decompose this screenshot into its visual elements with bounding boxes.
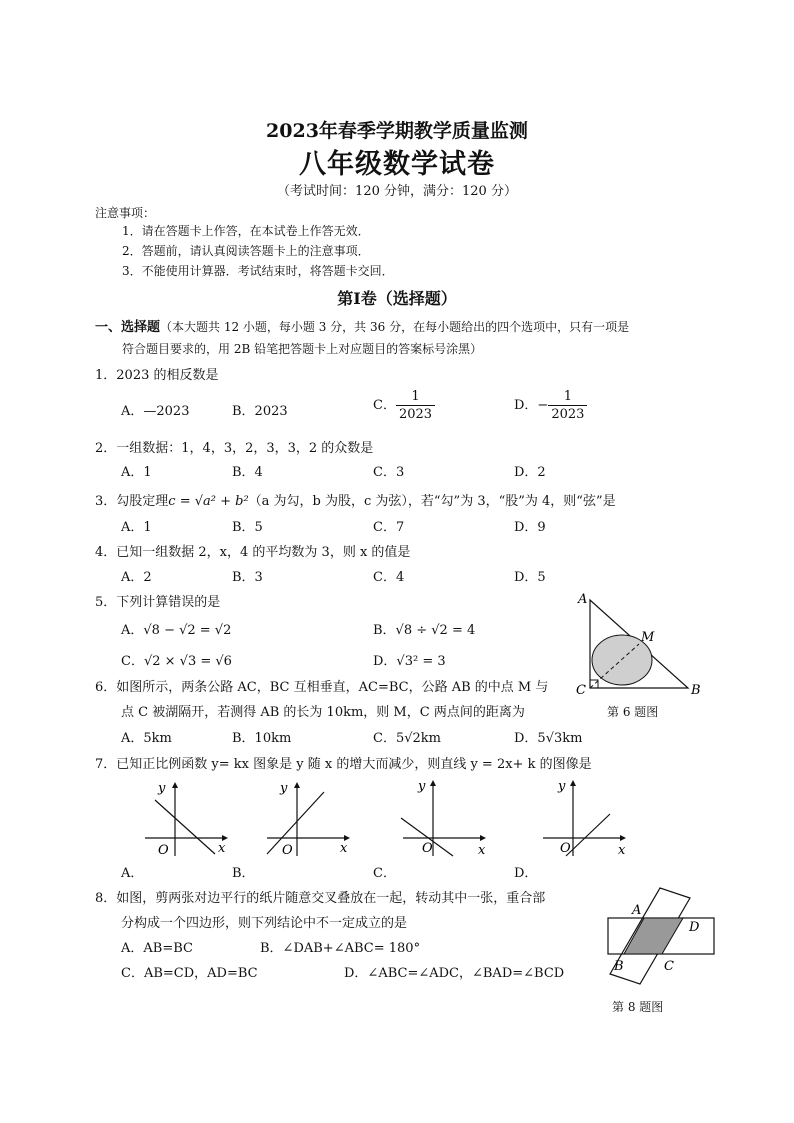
q6-fig-caption: 第 6 题图 <box>607 705 659 719</box>
q2-option-a: A．1 <box>121 465 152 480</box>
exam-info: （考试时间：120 分钟，满分：120 分） <box>277 184 517 199</box>
q1-option-c <box>373 388 435 423</box>
q8-option-d: D．∠ABC=∠ADC，∠BAD=∠BCD <box>344 966 565 981</box>
section-label: 一、选择题 <box>95 320 161 335</box>
q1-option-b: B．2023 <box>232 404 288 419</box>
q6-option-d: D．5√3km <box>514 731 583 746</box>
exam-term: 2023年春季学期教学质量监测 <box>266 120 528 142</box>
label-a: A <box>632 903 642 918</box>
q5-stem: 5．下列计算错误的是 <box>95 595 221 610</box>
q5-option-d: D．√3² = 3 <box>373 654 446 669</box>
part-title: 第Ⅰ卷（选择题） <box>337 289 457 308</box>
q8-stem-1: 8．如图，剪两张对边平行的纸片随意交叉叠放在一起，转动其中一张，重合部 <box>95 891 546 906</box>
section-desc: （本大题共 12 小题，每小题 3 分，共 36 分，在每小题给出的四个选项中，只有一项是 <box>160 320 630 334</box>
q1-d-fraction: $\frac{1}{2023}$ <box>548 388 587 423</box>
q7-graph-a <box>140 778 240 858</box>
q2-stem: 2．一组数据：1，4，3，2，3，3，2 的众数是 <box>95 441 374 456</box>
q6-stem-1: 6．如图所示，两条公路 AC，BC 互相垂直，AC=BC，公路 AB 的中点 M 与 <box>95 680 549 695</box>
notice-item: 3．不能使用计算器．考试结束时，将答题卡交回． <box>122 264 394 278</box>
label-a: A <box>578 592 588 607</box>
svg-text:O: O <box>158 843 169 858</box>
svg-text:y: y <box>418 779 426 794</box>
q4-option-c: C．4 <box>373 570 405 585</box>
q4-option-d: D．5 <box>514 570 546 585</box>
q1-stem: 1．2023 的相反数是 <box>95 368 219 383</box>
q1-d-prefix: D．− <box>514 398 549 413</box>
svg-text:O: O <box>422 841 433 856</box>
q8-figure <box>600 880 720 985</box>
q3-option-a: A．1 <box>121 520 152 535</box>
q8-stem-2: 分构成一个四边形，则下列结论中不一定成立的是 <box>121 916 408 931</box>
q4-option-b: B．3 <box>232 570 263 585</box>
pythagoras-formula: c = √a² + b² <box>168 494 249 509</box>
q7-graph-b <box>262 778 362 858</box>
svg-text:x: x <box>340 841 348 856</box>
q4-option-a: A．2 <box>121 570 152 585</box>
q7-option-a: A． <box>121 866 144 881</box>
q7-option-d: D． <box>514 866 538 881</box>
svg-text:y: y <box>280 781 288 796</box>
svg-text:O: O <box>560 841 571 856</box>
q4-stem: 4．已知一组数据 2，x，4 的平均数为 3，则 x 的值是 <box>95 545 411 560</box>
q3-stem: 3．勾股定理c = √a² + b²（a 为勾，b 为股，c 为弦），若“勾”为 3，“股”为 4，则“弦”是 <box>95 494 616 509</box>
q5-option-c: C．√2 × √3 = √6 <box>121 654 232 669</box>
q2-option-c: C．3 <box>373 465 405 480</box>
label-b: B <box>614 959 624 974</box>
svg-text:x: x <box>618 843 626 858</box>
q1-c-fraction: $\frac{1}{2023}$ <box>396 388 435 423</box>
q6-option-b: B．10km <box>232 731 292 746</box>
q3-option-d: D．9 <box>514 520 546 535</box>
q8-option-c: C．AB=CD，AD=BC <box>121 966 258 981</box>
notice-item: 1．请在答题卡上作答，在本试卷上作答无效． <box>122 224 370 238</box>
q2-option-d: D．2 <box>514 465 546 480</box>
label-c: C <box>664 959 674 974</box>
q8-fig-caption: 第 8 题图 <box>612 1000 664 1014</box>
notice-item: 2．答题前，请认真阅读答题卡上的注意事项． <box>122 244 370 258</box>
q7-option-c: C． <box>373 866 396 881</box>
q7-stem: 7．已知正比例函数 y= kx 图象是 y 随 x 的增大而减少，则直线 y = 2x+ k 的图像是 <box>95 757 592 772</box>
q7-graph-d <box>538 776 638 858</box>
q3-option-c: C．7 <box>373 520 405 535</box>
label-b: B <box>691 683 701 698</box>
svg-text:y: y <box>158 781 166 796</box>
q8-option-a: A．AB=BC <box>121 941 193 956</box>
notice-heading: 注意事项： <box>95 206 156 220</box>
q7-option-b: B． <box>232 866 255 881</box>
svg-text:O: O <box>282 843 293 858</box>
svg-text:x: x <box>478 843 486 858</box>
svg-text:y: y <box>558 779 566 794</box>
q1-option-a: A．—2023 <box>121 404 190 419</box>
q5-option-a: A．√8 − √2 = √2 <box>121 623 232 638</box>
overlap-quadrilateral <box>624 918 683 954</box>
q6-figure <box>570 588 710 718</box>
q1-c-prefix: C． <box>373 398 396 413</box>
svg-text:x: x <box>218 841 226 856</box>
graph-line <box>267 792 324 854</box>
q3-option-b: B．5 <box>232 520 263 535</box>
section-desc-2: 符合题目要求的，用 2B 铅笔把答题卡上对应题目的答案标号涂黑） <box>122 342 483 356</box>
q7-graph-c <box>398 776 498 858</box>
q5-option-b: B．√8 ÷ √2 = 4 <box>373 623 476 638</box>
exam-title: 八年级数学试卷 <box>299 149 495 180</box>
section-heading <box>95 316 629 335</box>
label-c: C <box>576 683 586 698</box>
label-d: D <box>689 920 700 935</box>
q1-option-d <box>514 388 587 423</box>
q6-stem-2: 点 C 被湖隔开，若测得 AB 的长为 10km，则 M，C 两点间的距离为 <box>121 705 525 720</box>
q2-option-b: B．4 <box>232 465 263 480</box>
q8-option-b: B．∠DAB+∠ABC= 180° <box>260 941 421 956</box>
q6-option-c: C．5√2km <box>373 731 441 746</box>
label-m: M <box>641 630 655 645</box>
q6-option-a: A．5km <box>121 731 172 746</box>
